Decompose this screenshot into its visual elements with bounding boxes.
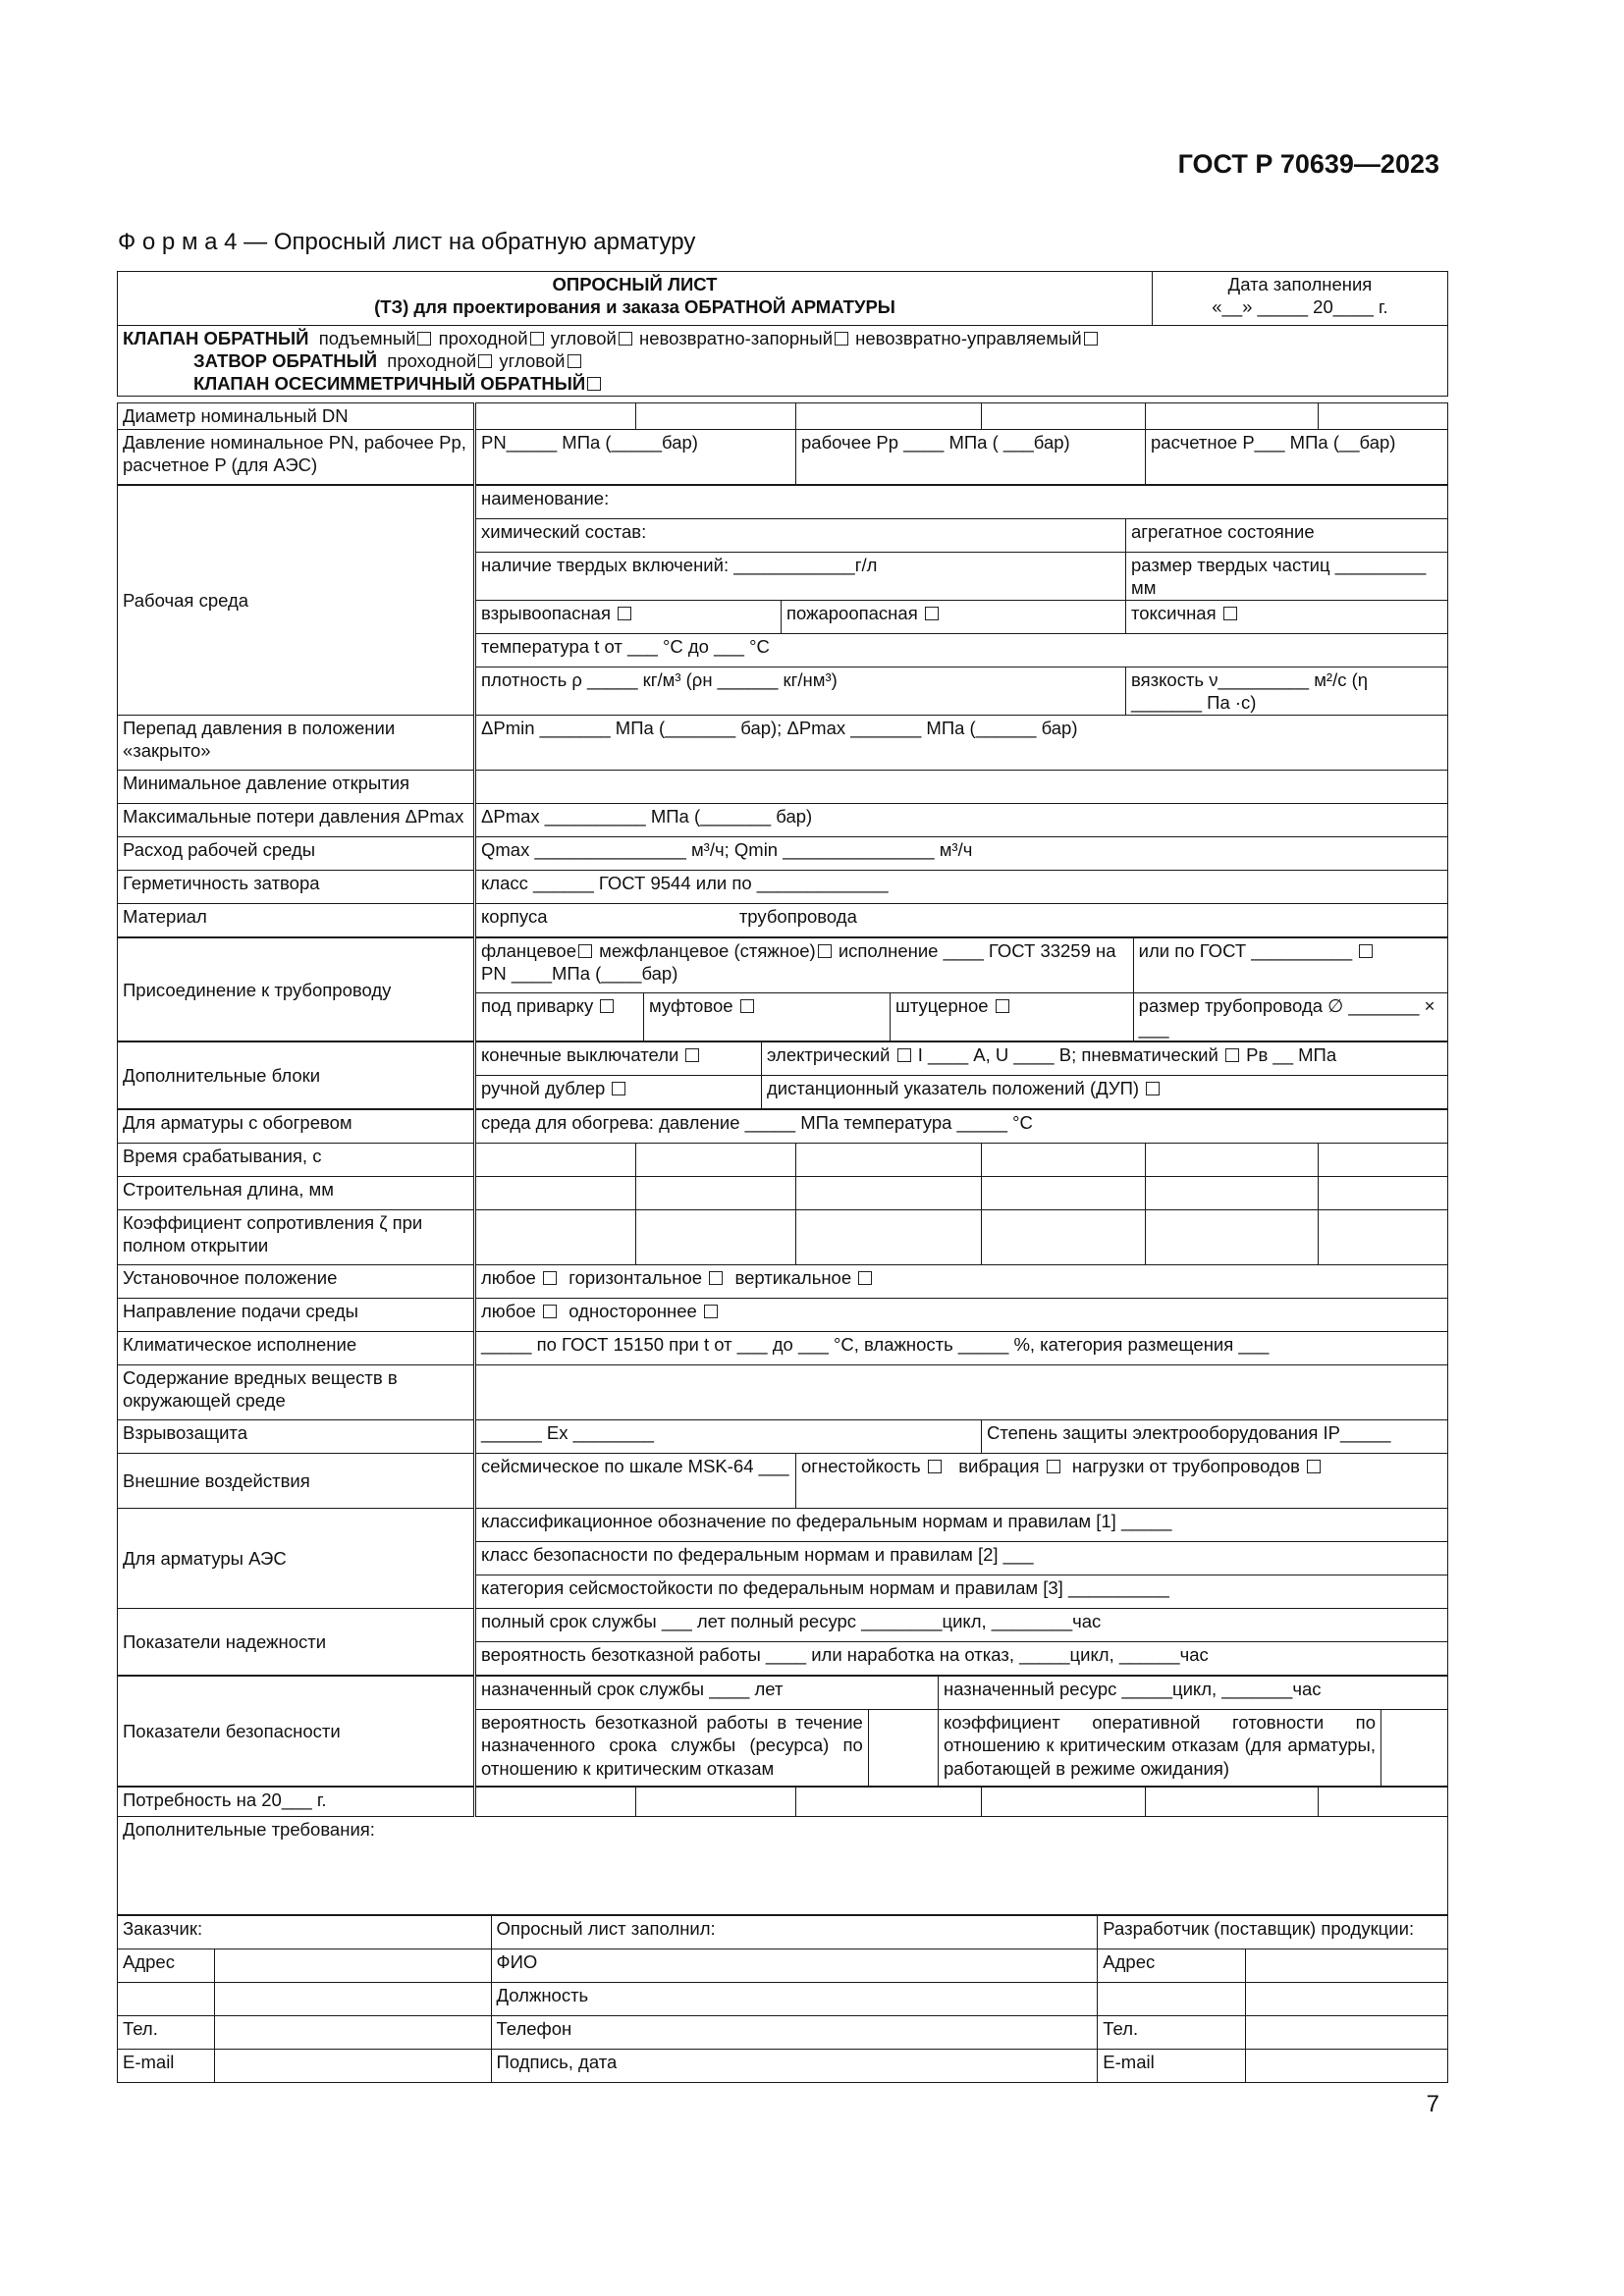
medium-fire: пожароопасная (786, 602, 918, 623)
label-max-loss: Максимальные потери давления ΔPmax (118, 804, 475, 837)
label-direction: Направление подачи среды (118, 1299, 475, 1332)
label-climate: Климатическое исполнение (118, 1332, 475, 1365)
position-label: Должность (491, 1983, 1098, 2016)
checkbox[interactable] (740, 999, 754, 1013)
checkbox[interactable] (858, 1271, 872, 1285)
remote-indicator: дистанционный указатель положений (ДУП) (767, 1078, 1140, 1099)
material-pipe: трубопровода (738, 906, 857, 927)
developer-tel-field[interactable] (1246, 2016, 1448, 2050)
safety-readiness: коэффициент оперативной готовности по отношению к критическим отказам (для арматуры, работающей в режиме ожидания) (939, 1710, 1381, 1787)
label-material: Материал (118, 904, 475, 937)
opt-nonreturn-shutoff: невозвратно-запорный (638, 328, 834, 348)
pneumatic-params[interactable]: Pв __ МПа (1246, 1044, 1337, 1066)
pressure-calc[interactable]: расчетное P___ МПа (__бар) (1146, 429, 1448, 484)
install-horizontal: горизонтальное (568, 1267, 703, 1289)
checkbox[interactable] (543, 1271, 557, 1285)
sheet-subtitle: (ТЗ) для проектирования и заказа ОБРАТНОЙ АРМАТУРЫ (374, 296, 895, 318)
extra-requirements[interactable]: Дополнительные требования: (118, 1817, 1448, 1915)
opt-nonreturn-controlled: невозвратно-управляемый (855, 328, 1082, 348)
opt-gate-straight: проходной (387, 350, 477, 372)
grid-cell[interactable] (1146, 1144, 1319, 1177)
developer-label: Разработчик (поставщик) продукции: (1098, 1916, 1448, 1949)
grid-cell[interactable] (982, 1177, 1146, 1210)
pressure-pn[interactable]: PN_____ МПа (_____бар) (475, 429, 796, 484)
opt-angle: угловой (550, 328, 617, 348)
harmful-field[interactable] (475, 1365, 1448, 1420)
medium-state[interactable]: агрегатное состояние (1126, 518, 1448, 552)
customer-tel-label: Тел. (118, 2016, 215, 2050)
date-field[interactable]: «__» _____ 20____ г. (1212, 296, 1388, 318)
reliability-probability[interactable]: вероятность безотказной работы ____ или наработка на отказ, _____цикл, ______час (475, 1642, 1448, 1676)
conn-wafer: межфланцевое (стяжное) (599, 940, 816, 961)
standard-number: ГОСТ Р 70639—2023 (1177, 149, 1439, 179)
tightness-field[interactable]: класс ______ ГОСТ 9544 или по _____________ (475, 871, 1448, 904)
material-body: корпуса (481, 906, 548, 927)
fire-resistance: огнестойкость (801, 1456, 921, 1477)
grid-cell[interactable] (636, 1210, 796, 1265)
electric-params[interactable]: I ____ А, U ____ В; пневматический (917, 1044, 1218, 1066)
medium-particles[interactable]: размер твердых частиц _________ мм (1126, 552, 1448, 600)
label-external: Внешние воздействия (118, 1454, 475, 1509)
grid-cell[interactable] (475, 1210, 636, 1265)
grid-cell[interactable] (796, 1788, 982, 1817)
dn-cell[interactable] (475, 403, 636, 429)
conn-flange: фланцевое (481, 940, 576, 961)
customer-address-field[interactable] (215, 1949, 492, 1983)
label-exproof: Взрывозащита (118, 1420, 475, 1454)
medium-solids[interactable]: наличие твердых включений: ____________г/л (475, 552, 1126, 600)
grid-cell[interactable] (475, 1788, 636, 1817)
developer-email-field[interactable] (1246, 2050, 1448, 2083)
filled-by-label: Опросный лист заполнил: (491, 1916, 1098, 1949)
dn-cell[interactable] (796, 403, 982, 429)
customer-label: Заказчик: (118, 1916, 492, 1949)
developer-address-label: Адрес (1098, 1949, 1246, 1983)
label-length: Строительная длина, мм (118, 1177, 475, 1210)
opt-gate-angle: угловой (499, 350, 566, 372)
customer-tel-field[interactable] (215, 2016, 492, 2050)
phone-label: Телефон (491, 2016, 1098, 2050)
conn-gost[interactable]: или по ГОСТ __________ (1138, 940, 1353, 961)
checkbox[interactable] (543, 1305, 557, 1318)
label-dp-closed: Перепад давления в положении «закрыто» (118, 716, 475, 771)
checkbox[interactable] (612, 1082, 625, 1095)
checkbox[interactable] (1359, 944, 1373, 958)
medium-density[interactable]: плотность ρ _____ кг/м³ (ρн ______ кг/нм³) (475, 667, 1126, 715)
opt-lift: подъемный (318, 328, 416, 348)
safety-life[interactable]: назначенный срок службы ____ лет (475, 1677, 939, 1710)
developer-address-field[interactable] (1246, 1949, 1448, 1983)
grid-cell[interactable] (982, 1210, 1146, 1265)
safety-probability: вероятность безотказной работы в течение назначенного срока службы (ресурса) по отношению к критическим отказам (475, 1710, 869, 1787)
vibration: вибрация (958, 1456, 1040, 1477)
customer-email-field[interactable] (215, 2050, 492, 2083)
grid-cell[interactable] (636, 1144, 796, 1177)
electric-drive: электрический (767, 1044, 891, 1066)
exproof-field[interactable]: ______ Ex ________ (475, 1420, 982, 1454)
safety-probability-value[interactable] (868, 1710, 938, 1787)
safety-resource[interactable]: назначенный ресурс _____цикл, _______час (939, 1677, 1448, 1710)
medium-explosive: взрывоопасная (481, 602, 611, 623)
conn-coupling: муфтовое (649, 995, 733, 1016)
npp-seismic[interactable]: категория сейсмостойкости по федеральным нормам и правилам [3] __________ (475, 1575, 1448, 1609)
npp-classification[interactable]: классификационное обозначение по федеральным нормам и правилам [1] _____ (475, 1509, 1448, 1542)
checkbox[interactable] (1084, 332, 1098, 346)
checkbox[interactable] (704, 1305, 718, 1318)
questionnaire-form (117, 271, 1448, 2083)
checkbox[interactable] (1047, 1460, 1060, 1473)
medium-chem[interactable]: химический состав: (475, 518, 1126, 552)
signature-label: Подпись, дата (491, 2050, 1098, 2083)
checkbox[interactable] (1146, 1082, 1160, 1095)
dn-cell[interactable] (1146, 403, 1319, 429)
label-medium: Рабочая среда (118, 485, 475, 716)
checkbox[interactable] (578, 944, 592, 958)
checkbox[interactable] (685, 1048, 699, 1062)
checkbox[interactable] (925, 607, 939, 620)
safety-readiness-value[interactable] (1381, 1710, 1448, 1787)
checkbox[interactable] (897, 1048, 911, 1062)
medium-temp[interactable]: температура t от ___ °С до ___ °С (475, 633, 1448, 667)
min-open-field[interactable] (475, 771, 1448, 804)
dp-closed-field[interactable]: ΔPmin _______ МПа (_______ бар); ΔPmax _______ МПа (______ бар) (475, 716, 1448, 771)
manual-override: ручной дублер (481, 1078, 606, 1099)
max-loss-field[interactable]: ΔPmax __________ МПа (_______ бар) (475, 804, 1448, 837)
grid-cell[interactable] (796, 1144, 982, 1177)
label-reliability: Показатели надежности (118, 1609, 475, 1676)
label-response: Время срабатывания, с (118, 1144, 475, 1177)
grid-cell[interactable] (796, 1210, 982, 1265)
checkbox[interactable] (709, 1271, 723, 1285)
label-npp: Для арматуры АЭС (118, 1509, 475, 1609)
grid-cell[interactable] (475, 1177, 636, 1210)
heating-field[interactable]: среда для обогрева: давление _____ МПа температура _____ °С (475, 1110, 1448, 1144)
grid-cell[interactable] (982, 1144, 1146, 1177)
label-flow: Расход рабочей среды (118, 837, 475, 871)
conn-fitting: штуцерное (895, 995, 989, 1016)
dn-cell[interactable] (636, 403, 796, 429)
checkbox[interactable] (478, 354, 492, 368)
install-vertical: вертикальное (734, 1267, 852, 1289)
developer-tel-label: Тел. (1098, 2016, 1246, 2050)
checkbox[interactable] (619, 332, 632, 346)
medium-toxic: токсичная (1131, 602, 1217, 623)
direction-any: любое (481, 1301, 536, 1322)
label-need: Потребность на 20___ г. (118, 1788, 475, 1817)
opt-straight: проходной (438, 328, 528, 348)
conn-exec[interactable]: исполнение ____ ГОСТ 33259 на PN ____МПа (____бар) (481, 940, 1116, 985)
form-title: Ф о р м а 4 — Опросный лист на обратную арматуру (118, 229, 696, 255)
checkbox[interactable] (835, 332, 848, 346)
label-min-open: Минимальное давление открытия (118, 771, 475, 804)
checkbox[interactable] (996, 999, 1009, 1013)
dn-cell[interactable] (1319, 403, 1448, 429)
grid-cell[interactable] (636, 1177, 796, 1210)
climate-field[interactable]: _____ по ГОСТ 15150 при t от ___ до ___ °С, влажность _____ %, категория размещения ___ (475, 1332, 1448, 1365)
grid-cell[interactable] (636, 1788, 796, 1817)
medium-viscosity[interactable]: вязкость ν_________ м²/с (η _______ Па ·с) (1126, 667, 1448, 715)
checkbox[interactable] (530, 332, 544, 346)
type-check-valve: КЛАПАН ОБРАТНЫЙ (123, 328, 309, 348)
developer-email-label: E-mail (1098, 2050, 1246, 2083)
conn-weld: под приварку (481, 995, 594, 1016)
grid-cell[interactable] (982, 1788, 1146, 1817)
label-heating: Для арматуры с обогревом (118, 1110, 475, 1144)
grid-cell[interactable] (1146, 1210, 1319, 1265)
label-install: Установочное положение (118, 1265, 475, 1299)
grid-cell[interactable] (1146, 1177, 1319, 1210)
label-pressure: Давление номинальное PN, рабочее Pр, расчетное P (для АЭС) (118, 429, 475, 484)
customer-extra[interactable] (118, 1983, 215, 2016)
checkbox[interactable] (1307, 1460, 1321, 1473)
label-resistance: Коэффициент сопротивления ζ при полном открытии (118, 1210, 475, 1265)
checkbox[interactable] (568, 354, 581, 368)
npp-safety-class[interactable]: класс безопасности по федеральным нормам и правилам [2] ___ (475, 1542, 1448, 1575)
type-check-gate: ЗАТВОР ОБРАТНЫЙ (193, 350, 378, 372)
checkbox[interactable] (587, 377, 601, 391)
grid-cell[interactable] (1319, 1788, 1448, 1817)
pipe-loads: нагрузки от трубопроводов (1071, 1456, 1300, 1477)
page-number: 7 (1426, 2091, 1439, 2117)
dn-cell[interactable] (982, 403, 1146, 429)
direction-one-way: одностороннее (568, 1301, 697, 1322)
label-harmful: Содержание вредных веществ в окружающей среде (118, 1365, 475, 1420)
checkbox[interactable] (1225, 1048, 1239, 1062)
developer-extra-field[interactable] (1246, 1983, 1448, 2016)
sheet-title: ОПРОСНЫЙ ЛИСТ (552, 274, 718, 294)
conn-size[interactable]: размер трубопровода ∅ _______ × ___ (1133, 993, 1447, 1041)
checkbox[interactable] (417, 332, 431, 346)
grid-cell[interactable] (1319, 1177, 1448, 1210)
label-safety: Показатели безопасности (118, 1677, 475, 1787)
type-axial: КЛАПАН ОСЕСИММЕТРИЧНЫЙ ОБРАТНЫЙ (193, 373, 586, 395)
grid-cell[interactable] (1319, 1144, 1448, 1177)
customer-extra-field[interactable] (215, 1983, 492, 2016)
label-extra-blocks: Дополнительные блоки (118, 1042, 475, 1109)
install-any: любое (481, 1267, 536, 1289)
checkbox[interactable] (1223, 607, 1237, 620)
medium-name[interactable]: наименование: (475, 485, 1448, 518)
date-label: Дата заполнения (1227, 274, 1373, 294)
label-connection: Присоединение к трубопроводу (118, 938, 475, 1041)
fio-label: ФИО (491, 1949, 1098, 1983)
customer-address-label: Адрес (118, 1949, 215, 1983)
seismic-field[interactable]: сейсмическое по шкале MSK-64 ___ (475, 1454, 796, 1509)
grid-cell[interactable] (1146, 1788, 1319, 1817)
developer-extra[interactable] (1098, 1983, 1246, 2016)
grid-cell[interactable] (1319, 1210, 1448, 1265)
ip-field[interactable]: Степень защиты электрооборудования IP_____ (982, 1420, 1448, 1454)
checkbox[interactable] (600, 999, 614, 1013)
customer-email-label: E-mail (118, 2050, 215, 2083)
label-tightness: Герметичность затвора (118, 871, 475, 904)
grid-cell[interactable] (475, 1144, 636, 1177)
label-dn: Диаметр номинальный DN (118, 403, 475, 429)
grid-cell[interactable] (796, 1177, 982, 1210)
reliability-life[interactable]: полный срок службы ___ лет полный ресурс ________цикл, ________час (475, 1609, 1448, 1642)
flow-field[interactable]: Qmax _______________ м³/ч; Qmin _______________ м³/ч (475, 837, 1448, 871)
checkbox[interactable] (928, 1460, 942, 1473)
pressure-work[interactable]: рабочее Pр ____ МПа ( ___бар) (796, 429, 1146, 484)
checkbox[interactable] (618, 607, 631, 620)
limit-switches: конечные выключатели (481, 1044, 679, 1066)
checkbox[interactable] (818, 944, 832, 958)
